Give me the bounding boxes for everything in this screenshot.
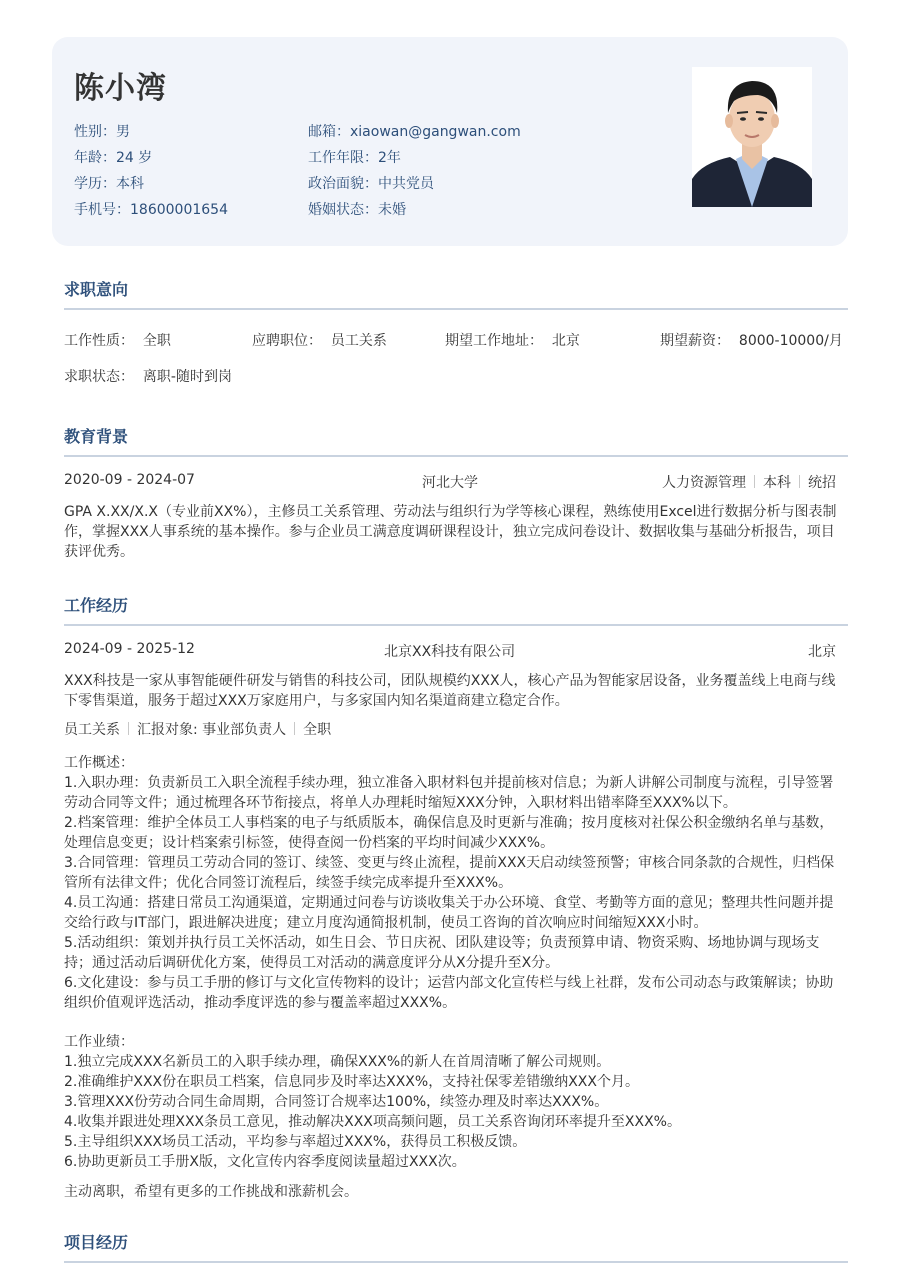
section-title-project: 项目经历 — [64, 1233, 129, 1252]
info-marital: 婚姻状态：未婚 — [308, 202, 406, 218]
info-work-years: 工作年限：2年 — [308, 150, 401, 166]
intent-work-type: 工作性质： 全职 — [64, 333, 171, 349]
work-achievements: 工作业绩： 1.独立完成XXX名新员工的入职手续办理，确保XXX%的新人在首周清晰了解公司规则。 2.准确维护XXX份在职员工档案，信息同步及时率达XXX%，支持社保零差错缴纳XXX个月。 3.管理XXX份劳动合同生命周期，合同签订合规率达100%，续签办理及时率达XXX%。 4.收集并跟进处理XXX条员工意见，推动解决XXX项高频问题，员工关系咨询闭环率提升至XXX%。 5.主导组织XXX场员工活动，平均参与率超过XXX%，获得员工积极反馈。 6.协助更新员工手册X版，文化宣传内容季度阅读量超过XXX次。 — [64, 1034, 681, 1170]
work-period: 2024-09 - 2025-12 — [64, 641, 195, 657]
section-divider — [64, 1261, 848, 1263]
education-school: 河北大学 — [422, 475, 478, 491]
work-overview: 工作概述： 1.入职办理：负责新员工入职全流程手续办理，独立准备入职材料包并提前核对信息；为新人讲解公司制度与流程，引导签署 劳动合同等文件；通过梳理各环节衔接点，将单人办理耗时缩短XXX分钟，入职材料出错率降至XXX%以下。 2.档案管理：维护全体员工人事档案的电子与纸质版本，确保信息及时更新与准确；按月度核对社保公积金缴纳名单与基数， 处理信息变更；设计档案索引标签，使得查阅一份档案的平均时间减少XXX%。 3.合同管理：管理员工劳动合同的签订、续签、变更与终止流程，提前XXX天启动续签预警；审核合同条款的合规性，归档保 管所有法律文件；优化合同签订流程后，续签手续完成率提升至XXX%。 4.员工沟通：搭建日常员工沟通渠道，定期通过问卷与访谈收集关于办公环境、食堂、考勤等方面的意见；整理共性问题并提 交给行政与IT部门，跟进解决进度；建立月度沟通简报机制，使员工咨询的首次响应时间缩短XXX小时。 5.活动组织：策划并执行员工关怀活动，如生日会、节日庆祝、团队建设等；负责预算申请、物资采购、场地协调与现场支 持；通过活动后调研优化方案，使得员工对活动的满意度评分从X分提升至X分。 6.文化建设：参与员工手册的修订与文化宣传物料的设计；运营内部文化宣传栏与线上社群，发布公司动态与政策解读；协助 组织价值观评选活动，推动季度评选的参与覆盖率超过XXX%。 — [64, 755, 835, 1011]
section-divider — [64, 455, 848, 457]
section-divider — [64, 624, 848, 626]
work-company: 北京XX科技有限公司 — [384, 644, 516, 660]
section-title-work: 工作经历 — [64, 596, 129, 615]
info-gender: 性别：男 — [74, 124, 130, 140]
intent-position: 应聘职位： 员工关系 — [252, 333, 387, 349]
info-education: 学历：本科 — [74, 176, 144, 192]
info-email: 邮箱：xiaowan@gangwan.com — [308, 124, 521, 140]
leave-reason: 主动离职，希望有更多的工作挑战和涨薪机会。 — [64, 1184, 358, 1200]
work-city: 北京 — [808, 644, 836, 660]
intent-salary: 期望薪资： 8000-10000/月 — [660, 333, 843, 349]
info-age: 年龄：24 岁 — [74, 150, 153, 166]
section-divider — [64, 308, 848, 310]
profile-photo — [692, 67, 812, 207]
intent-location: 期望工作地址： 北京 — [445, 333, 580, 349]
section-title-education: 教育背景 — [64, 427, 129, 446]
education-meta: 人力资源管理 本科 统招 — [662, 475, 836, 491]
section-title-intent: 求职意向 — [64, 280, 129, 299]
education-period: 2020-09 - 2024-07 — [64, 472, 195, 488]
candidate-name: 陈小湾 — [74, 71, 167, 106]
info-political: 政治面貌：中共党员 — [308, 176, 434, 192]
info-phone: 手机号：18600001654 — [74, 202, 228, 218]
work-tags: 员工关系 汇报对象: 事业部负责人 全职 — [64, 722, 332, 738]
education-description: GPA X.XX/X.X（专业前XX%），主修员工关系管理、劳动法与组织行为学等核心课程，熟练使用Excel进行数据分析与图表制 作，掌握XXX人事系统的基本操作。参与企业员工满意度调研课程设计，独立完成问卷设计、数据收集与基础分析报告，项目 获评优秀。 — [64, 504, 837, 560]
header-card — [52, 37, 848, 246]
intent-status: 求职状态： 离职-随时到岗 — [64, 369, 232, 385]
company-description: XXX科技是一家从事智能硬件研发与销售的科技公司，团队规模约XXX人，核心产品为智能家居设备，业务覆盖线上电商与线 下零售渠道，服务于超过XXX万家庭用户，与多家国内知名渠道商建立稳定合作。 — [64, 673, 836, 709]
